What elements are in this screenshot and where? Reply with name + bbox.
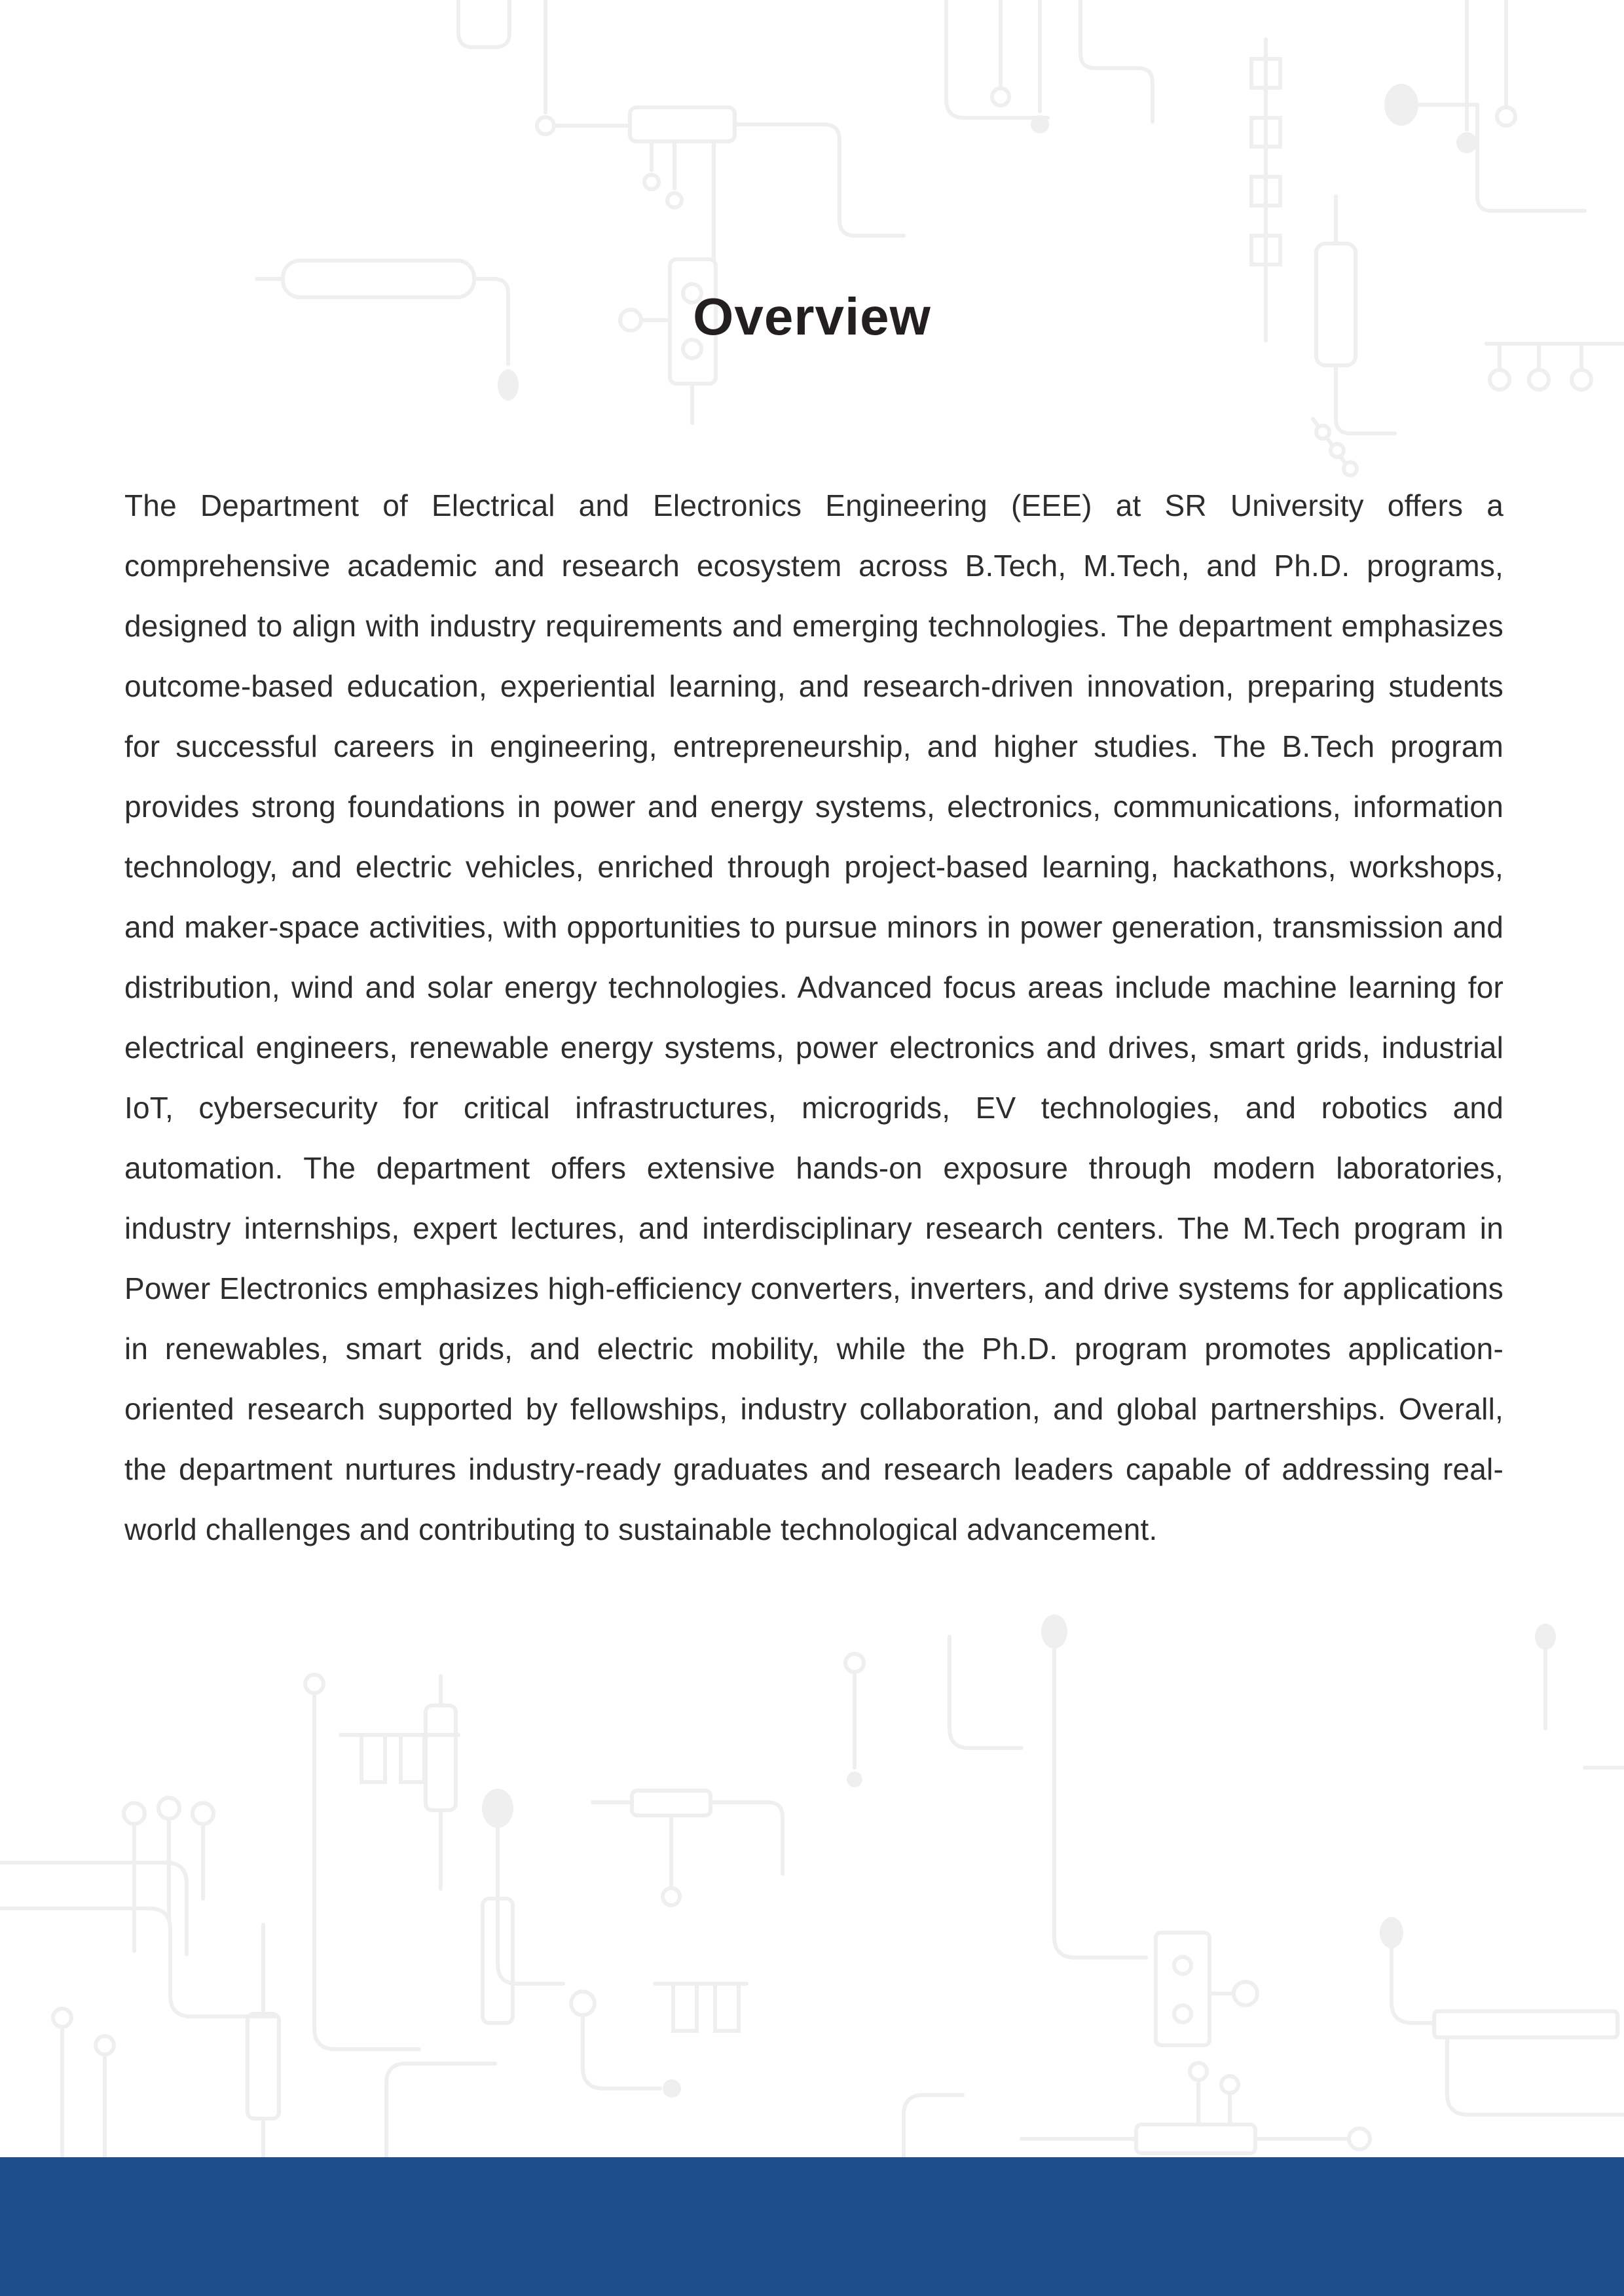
overview-paragraph: The Department of Electrical and Electronics Engineering (EEE) at SR University offers a comprehensive academic and research ecosystem across B.Tech, M.Tech, and Ph.D. programs, designed to align with industry requirements and emerging technologies. The department emphasizes outcome-based education, experiential learning, and research-driven innovation, preparing students for successful careers in engineering, entrepreneurship, and higher studies. The B.Tech program provides strong foundations in power and energy systems, electronics, communications, information technology, and electric vehicles, enriched through project-based learning, hackathons, workshops, and maker-space activities, with opportunities to pursue minors in power generation, transmission and distribution, wind and solar energy technologies. Advanced focus areas include machine learning for electrical engineers, renewable energy systems, power electronics and drives, smart grids, industrial IoT, cybersecurity for critical infrastructures, microgrids, EV technologies, and robotics and automation. The department offers extensive hands-on exposure through modern laboratories, industry internships, expert lectures, and interdisciplinary research centers. The M.Tech program in Power Electronics emphasizes high-efficiency converters, inverters, and drive systems for applications in renewables, smart grids, and electric mobility, while the Ph.D. program promotes application-oriented research supported by fellowships, industry collaboration, and global partnerships. Overall, the department nurtures industry-ready graduates and research leaders capable of addressing real-world challenges and contributing to sustainable technological advancement.	[124, 488, 1504, 1546]
page-title: Overview	[693, 287, 931, 346]
footer-bar	[0, 2157, 1624, 2296]
